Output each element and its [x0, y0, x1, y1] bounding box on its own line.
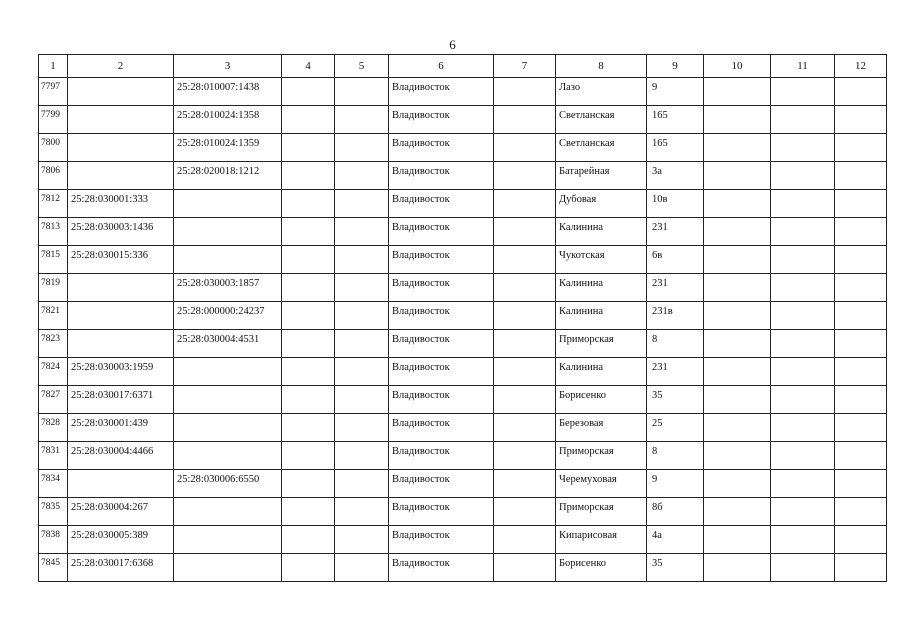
- cell-col-12: [835, 134, 887, 162]
- cell-city: Владивосток: [389, 386, 494, 414]
- cell-col-5: [335, 302, 389, 330]
- cell-cadastral-number-a: 25:28:030005:389: [68, 526, 174, 554]
- cell-house-number: 25: [647, 414, 704, 442]
- column-header-4: 4: [282, 55, 335, 78]
- cell-col-5: [335, 162, 389, 190]
- cell-row-number: 7838: [39, 526, 68, 554]
- cell-cadastral-number-a: 25:28:030001:333: [68, 190, 174, 218]
- cell-col-11: [771, 246, 835, 274]
- cell-street: Калинина: [556, 358, 647, 386]
- cell-row-number: 7828: [39, 414, 68, 442]
- cell-col-12: [835, 302, 887, 330]
- cell-col-5: [335, 78, 389, 106]
- cell-house-number: 10в: [647, 190, 704, 218]
- column-header-7: 7: [494, 55, 556, 78]
- cell-house-number: 9: [647, 78, 704, 106]
- table-row: [39, 330, 887, 358]
- cell-col-4: [282, 78, 335, 106]
- column-header-5: 5: [335, 55, 389, 78]
- cell-cadastral-number-b: 25:28:010024:1359: [174, 134, 282, 162]
- cell-col-11: [771, 442, 835, 470]
- cell-col-7: [494, 134, 556, 162]
- cell-cadastral-number-b: 25:28:010007:1438: [174, 78, 282, 106]
- cell-col-4: [282, 246, 335, 274]
- cell-col-10: [704, 134, 771, 162]
- cell-col-12: [835, 414, 887, 442]
- cell-col-7: [494, 358, 556, 386]
- cell-col-4: [282, 134, 335, 162]
- cell-col-7: [494, 218, 556, 246]
- column-header-8: 8: [556, 55, 647, 78]
- cell-cadastral-number-b: [174, 526, 282, 554]
- cell-row-number: 7799: [39, 106, 68, 134]
- cell-house-number: 231: [647, 358, 704, 386]
- cell-row-number: 7800: [39, 134, 68, 162]
- cell-city: Владивосток: [389, 470, 494, 498]
- cell-city: Владивосток: [389, 246, 494, 274]
- cell-col-11: [771, 106, 835, 134]
- cell-col-4: [282, 526, 335, 554]
- cell-house-number: 6в: [647, 246, 704, 274]
- cell-col-11: [771, 134, 835, 162]
- cell-col-12: [835, 498, 887, 526]
- cell-col-12: [835, 330, 887, 358]
- cell-street: Светланская: [556, 106, 647, 134]
- cell-col-4: [282, 442, 335, 470]
- cell-city: Владивосток: [389, 442, 494, 470]
- cell-col-7: [494, 302, 556, 330]
- cell-street: Приморская: [556, 330, 647, 358]
- cell-city: Владивосток: [389, 134, 494, 162]
- table-row: [39, 470, 887, 498]
- cell-house-number: 8: [647, 442, 704, 470]
- cell-col-5: [335, 134, 389, 162]
- cell-col-10: [704, 526, 771, 554]
- cell-col-12: [835, 274, 887, 302]
- cell-street: Борисенко: [556, 386, 647, 414]
- cell-col-10: [704, 554, 771, 582]
- table-row: [39, 386, 887, 414]
- cell-col-10: [704, 498, 771, 526]
- cell-col-7: [494, 190, 556, 218]
- cell-col-7: [494, 470, 556, 498]
- cell-col-4: [282, 302, 335, 330]
- cell-cadastral-number-a: [68, 106, 174, 134]
- table-body: [39, 78, 887, 582]
- cell-col-11: [771, 414, 835, 442]
- cell-col-7: [494, 414, 556, 442]
- cell-row-number: 7819: [39, 274, 68, 302]
- cell-col-4: [282, 218, 335, 246]
- cell-city: Владивосток: [389, 218, 494, 246]
- cell-row-number: 7834: [39, 470, 68, 498]
- cell-col-11: [771, 162, 835, 190]
- cell-col-12: [835, 190, 887, 218]
- cell-cadastral-number-a: 25:28:030003:1959: [68, 358, 174, 386]
- cell-street: Батарейная: [556, 162, 647, 190]
- cell-row-number: 7815: [39, 246, 68, 274]
- cell-col-4: [282, 498, 335, 526]
- column-header-10: 10: [704, 55, 771, 78]
- column-header-9: 9: [647, 55, 704, 78]
- cell-col-4: [282, 470, 335, 498]
- cell-col-5: [335, 358, 389, 386]
- cell-col-12: [835, 358, 887, 386]
- cell-cadastral-number-b: 25:28:010024:1358: [174, 106, 282, 134]
- cell-cadastral-number-a: 25:28:030004:267: [68, 498, 174, 526]
- cell-street: Черемуховая: [556, 470, 647, 498]
- cell-col-4: [282, 554, 335, 582]
- page-number: 6: [449, 37, 456, 52]
- data-table: [38, 54, 887, 582]
- cell-house-number: 9: [647, 470, 704, 498]
- cell-col-4: [282, 190, 335, 218]
- cell-house-number: 8б: [647, 498, 704, 526]
- cell-col-5: [335, 190, 389, 218]
- cell-row-number: 7827: [39, 386, 68, 414]
- column-header-1: 1: [39, 55, 68, 78]
- cell-house-number: 35: [647, 554, 704, 582]
- cell-cadastral-number-b: 25:28:030006:6550: [174, 470, 282, 498]
- cell-cadastral-number-a: [68, 134, 174, 162]
- cell-col-5: [335, 498, 389, 526]
- cell-col-10: [704, 302, 771, 330]
- cell-house-number: 8: [647, 330, 704, 358]
- cell-col-10: [704, 78, 771, 106]
- table-row: [39, 414, 887, 442]
- table-row: [39, 526, 887, 554]
- cell-col-11: [771, 470, 835, 498]
- cell-row-number: 7797: [39, 78, 68, 106]
- cell-street: Приморская: [556, 498, 647, 526]
- table-row: [39, 218, 887, 246]
- cell-col-10: [704, 470, 771, 498]
- cell-cadastral-number-b: 25:28:030004:4531: [174, 330, 282, 358]
- cell-street: Приморская: [556, 442, 647, 470]
- cell-cadastral-number-b: [174, 498, 282, 526]
- cell-cadastral-number-a: 25:28:030004:4466: [68, 442, 174, 470]
- cell-street: Борисенко: [556, 554, 647, 582]
- cell-city: Владивосток: [389, 414, 494, 442]
- cell-row-number: 7806: [39, 162, 68, 190]
- cell-col-7: [494, 106, 556, 134]
- cell-col-4: [282, 386, 335, 414]
- cell-col-4: [282, 106, 335, 134]
- cell-cadastral-number-a: 25:28:030001:439: [68, 414, 174, 442]
- cell-house-number: 231в: [647, 302, 704, 330]
- cell-house-number: 35: [647, 386, 704, 414]
- cell-col-7: [494, 554, 556, 582]
- cell-row-number: 7813: [39, 218, 68, 246]
- cell-city: Владивосток: [389, 358, 494, 386]
- cell-col-11: [771, 498, 835, 526]
- cell-cadastral-number-b: [174, 386, 282, 414]
- cell-col-10: [704, 330, 771, 358]
- cell-row-number: 7835: [39, 498, 68, 526]
- cell-col-12: [835, 442, 887, 470]
- cell-col-10: [704, 386, 771, 414]
- cell-city: Владивосток: [389, 274, 494, 302]
- cell-col-11: [771, 554, 835, 582]
- cell-col-11: [771, 526, 835, 554]
- cell-cadastral-number-a: [68, 274, 174, 302]
- cell-col-4: [282, 330, 335, 358]
- cell-cadastral-number-a: 25:28:030017:6368: [68, 554, 174, 582]
- cell-col-10: [704, 414, 771, 442]
- cell-col-7: [494, 246, 556, 274]
- cell-city: Владивосток: [389, 330, 494, 358]
- cell-city: Владивосток: [389, 190, 494, 218]
- cell-row-number: 7831: [39, 442, 68, 470]
- table-row: [39, 162, 887, 190]
- cell-col-7: [494, 442, 556, 470]
- cell-street: Дубовая: [556, 190, 647, 218]
- column-header-3: 3: [174, 55, 282, 78]
- cell-cadastral-number-a: [68, 302, 174, 330]
- table-row: [39, 134, 887, 162]
- table-row: [39, 302, 887, 330]
- cell-col-5: [335, 246, 389, 274]
- cell-col-5: [335, 414, 389, 442]
- cell-cadastral-number-b: [174, 414, 282, 442]
- header-row: [39, 55, 887, 78]
- cell-cadastral-number-b: [174, 246, 282, 274]
- cell-row-number: 7821: [39, 302, 68, 330]
- cell-col-7: [494, 274, 556, 302]
- column-header-6: 6: [389, 55, 494, 78]
- cell-cadastral-number-a: 25:28:030003:1436: [68, 218, 174, 246]
- cell-col-12: [835, 78, 887, 106]
- cell-city: Владивосток: [389, 526, 494, 554]
- cell-col-7: [494, 162, 556, 190]
- cell-col-10: [704, 106, 771, 134]
- cell-col-11: [771, 78, 835, 106]
- cell-cadastral-number-a: 25:28:030017:6371: [68, 386, 174, 414]
- cell-col-10: [704, 162, 771, 190]
- cell-col-11: [771, 358, 835, 386]
- cell-cadastral-number-b: [174, 218, 282, 246]
- cell-col-11: [771, 330, 835, 358]
- cell-row-number: 7812: [39, 190, 68, 218]
- cell-row-number: 7845: [39, 554, 68, 582]
- cell-street: Калинина: [556, 218, 647, 246]
- cell-house-number: 165: [647, 106, 704, 134]
- table-row: [39, 190, 887, 218]
- table-row: [39, 78, 887, 106]
- cell-cadastral-number-b: 25:28:030003:1857: [174, 274, 282, 302]
- cell-cadastral-number-a: [68, 330, 174, 358]
- cell-col-4: [282, 414, 335, 442]
- cell-col-10: [704, 442, 771, 470]
- table-row: [39, 274, 887, 302]
- cell-col-4: [282, 358, 335, 386]
- cell-row-number: 7823: [39, 330, 68, 358]
- cell-col-11: [771, 218, 835, 246]
- cell-street: Чукотская: [556, 246, 647, 274]
- cell-cadastral-number-b: [174, 554, 282, 582]
- cell-col-5: [335, 554, 389, 582]
- cell-city: Владивосток: [389, 498, 494, 526]
- cell-col-10: [704, 218, 771, 246]
- cell-col-11: [771, 190, 835, 218]
- cell-col-7: [494, 330, 556, 358]
- cell-cadastral-number-a: [68, 470, 174, 498]
- cell-street: Кипарисовая: [556, 526, 647, 554]
- cell-col-10: [704, 358, 771, 386]
- cell-city: Владивосток: [389, 162, 494, 190]
- cell-col-5: [335, 274, 389, 302]
- cell-col-11: [771, 274, 835, 302]
- cell-col-4: [282, 162, 335, 190]
- cell-col-5: [335, 526, 389, 554]
- cell-street: Лазо: [556, 78, 647, 106]
- cell-city: Владивосток: [389, 106, 494, 134]
- cell-street: Березовая: [556, 414, 647, 442]
- cell-col-5: [335, 386, 389, 414]
- table-row: [39, 246, 887, 274]
- cell-col-11: [771, 386, 835, 414]
- cell-col-10: [704, 274, 771, 302]
- table-row: [39, 498, 887, 526]
- cell-city: Владивосток: [389, 554, 494, 582]
- cell-cadastral-number-b: [174, 442, 282, 470]
- cell-cadastral-number-b: [174, 358, 282, 386]
- cell-col-5: [335, 330, 389, 358]
- table-row: [39, 442, 887, 470]
- cell-col-10: [704, 246, 771, 274]
- cell-house-number: 165: [647, 134, 704, 162]
- column-header-12: 12: [835, 55, 887, 78]
- cell-col-12: [835, 470, 887, 498]
- cell-col-7: [494, 526, 556, 554]
- cell-col-12: [835, 106, 887, 134]
- cell-cadastral-number-a: [68, 162, 174, 190]
- cell-col-11: [771, 302, 835, 330]
- cell-street: Светланская: [556, 134, 647, 162]
- table-header: [39, 55, 887, 78]
- cell-col-7: [494, 498, 556, 526]
- cell-city: Владивосток: [389, 78, 494, 106]
- cell-cadastral-number-a: [68, 78, 174, 106]
- cell-col-7: [494, 386, 556, 414]
- column-header-2: 2: [68, 55, 174, 78]
- cell-cadastral-number-b: 25:28:020018:1212: [174, 162, 282, 190]
- cell-col-4: [282, 274, 335, 302]
- table-row: [39, 358, 887, 386]
- cell-col-5: [335, 470, 389, 498]
- cell-house-number: 3а: [647, 162, 704, 190]
- cell-col-12: [835, 162, 887, 190]
- cell-col-12: [835, 554, 887, 582]
- cell-cadastral-number-a: 25:28:030015:336: [68, 246, 174, 274]
- cell-col-12: [835, 246, 887, 274]
- column-header-11: 11: [771, 55, 835, 78]
- cell-col-12: [835, 386, 887, 414]
- cell-col-10: [704, 190, 771, 218]
- cell-house-number: 231: [647, 274, 704, 302]
- cell-col-12: [835, 218, 887, 246]
- cell-street: Калинина: [556, 302, 647, 330]
- cell-cadastral-number-b: [174, 190, 282, 218]
- cell-col-5: [335, 106, 389, 134]
- cell-house-number: 4а: [647, 526, 704, 554]
- cell-house-number: 231: [647, 218, 704, 246]
- cell-row-number: 7824: [39, 358, 68, 386]
- cell-col-12: [835, 526, 887, 554]
- cell-city: Владивосток: [389, 302, 494, 330]
- cell-col-7: [494, 78, 556, 106]
- table-row: [39, 554, 887, 582]
- cell-street: Калинина: [556, 274, 647, 302]
- cell-col-5: [335, 442, 389, 470]
- cell-col-5: [335, 218, 389, 246]
- cell-cadastral-number-b: 25:28:000000:24237: [174, 302, 282, 330]
- table-row: [39, 106, 887, 134]
